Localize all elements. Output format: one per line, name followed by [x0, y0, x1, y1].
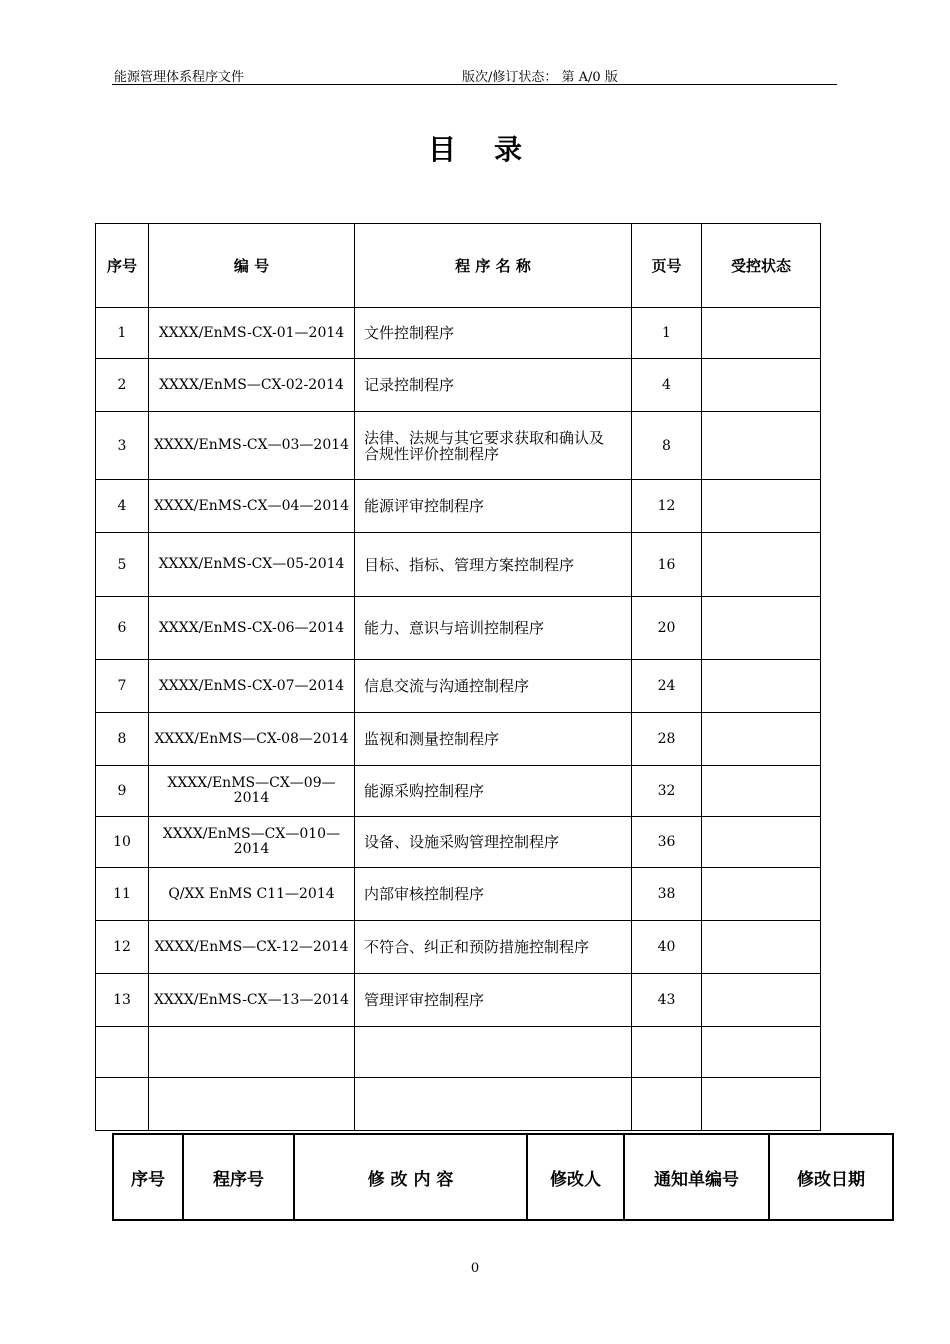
- toc-cell-no: 11: [96, 868, 149, 921]
- header-rule: [112, 84, 837, 85]
- toc-cell-page: 12: [632, 480, 702, 533]
- toc-cell-status: [702, 921, 821, 974]
- page-title: 目录: [427, 133, 560, 166]
- toc-cell-name: 法律、法规与其它要求获取和确认及 合规性评价控制程序: [355, 412, 632, 480]
- toc-cell-name: 目标、指标、管理方案控制程序: [355, 533, 632, 597]
- toc-header-status: 受控状态: [702, 224, 821, 308]
- toc-cell-page: 8: [632, 412, 702, 480]
- toc-row: [96, 533, 821, 597]
- toc-cell-page: [632, 1078, 702, 1131]
- toc-row: [96, 480, 821, 533]
- toc-row: [96, 660, 821, 713]
- toc-cell-name: 监视和测量控制程序: [355, 713, 632, 766]
- toc-cell-page: 40: [632, 921, 702, 974]
- toc-cell-code: XXXX/EnMS-CX-06—2014: [149, 597, 355, 660]
- toc-cell-code: XXXX/EnMS-CX-01—2014: [149, 308, 355, 359]
- toc-cell-page: 20: [632, 597, 702, 660]
- toc-cell-status: [702, 597, 821, 660]
- revision-header-no: 序号: [113, 1134, 183, 1220]
- toc-cell-no: 3: [96, 412, 149, 480]
- toc-cell-code: XXXX/EnMS—CX-12—2014: [149, 921, 355, 974]
- toc-cell-page: 43: [632, 974, 702, 1027]
- toc-cell-page: 38: [632, 868, 702, 921]
- revision-header-content: 修 改 内 容: [294, 1134, 527, 1220]
- toc-cell-name: 内部审核控制程序: [355, 868, 632, 921]
- toc-cell-code: XXXX/EnMS-CX—04—2014: [149, 480, 355, 533]
- toc-cell-status: [702, 1027, 821, 1078]
- revision-header-date: 修改日期: [769, 1134, 893, 1220]
- toc-cell-code: [149, 1027, 355, 1078]
- toc-cell-name: 信息交流与沟通控制程序: [355, 660, 632, 713]
- toc-cell-page: 28: [632, 713, 702, 766]
- toc-cell-code: XXXX/EnMS—CX—010— 2014: [149, 817, 355, 868]
- toc-row: [96, 359, 821, 412]
- toc-cell-status: [702, 660, 821, 713]
- toc-cell-name: 能源评审控制程序: [355, 480, 632, 533]
- toc-cell-no: 7: [96, 660, 149, 713]
- toc-cell-no: 1: [96, 308, 149, 359]
- toc-cell-no: 13: [96, 974, 149, 1027]
- toc-cell-page: [632, 1027, 702, 1078]
- revision-header-modifier: 修改人: [527, 1134, 624, 1220]
- toc-cell-code: XXXX/EnMS-CX-07—2014: [149, 660, 355, 713]
- page-number: 0: [470, 1261, 480, 1276]
- toc-cell-name: [355, 1078, 632, 1131]
- toc-cell-page: 4: [632, 359, 702, 412]
- toc-row: [96, 713, 821, 766]
- toc-header-no: 序号: [96, 224, 149, 308]
- toc-cell-code: Q/XX EnMS C11—2014: [149, 868, 355, 921]
- toc-cell-no: 4: [96, 480, 149, 533]
- toc-row: [96, 766, 821, 817]
- toc-cell-code: XXXX/EnMS-CX—05-2014: [149, 533, 355, 597]
- toc-row: [96, 921, 821, 974]
- toc-cell-page: 16: [632, 533, 702, 597]
- toc-cell-name: 记录控制程序: [355, 359, 632, 412]
- toc-cell-page: 1: [632, 308, 702, 359]
- header-revision-status: 版次/修订状态： 第 A/0 版: [462, 70, 618, 85]
- toc-cell-code: XXXX/EnMS—CX-02-2014: [149, 359, 355, 412]
- toc-cell-code: XXXX/EnMS—CX—09— 2014: [149, 766, 355, 817]
- revision-header-procedure-no: 程序号: [183, 1134, 294, 1220]
- toc-row: [96, 412, 821, 480]
- toc-cell-name: [355, 1027, 632, 1078]
- revision-table: [112, 1133, 894, 1221]
- toc-row: [96, 974, 821, 1027]
- toc-cell-code: [149, 1078, 355, 1131]
- toc-cell-status: [702, 480, 821, 533]
- toc-cell-no: 6: [96, 597, 149, 660]
- toc-cell-no: [96, 1027, 149, 1078]
- toc-row: [96, 817, 821, 868]
- toc-cell-no: 12: [96, 921, 149, 974]
- toc-cell-name: 能力、意识与培训控制程序: [355, 597, 632, 660]
- toc-cell-no: 9: [96, 766, 149, 817]
- toc-header-code: 编 号: [149, 224, 355, 308]
- toc-cell-no: [96, 1078, 149, 1131]
- toc-cell-name: 能源采购控制程序: [355, 766, 632, 817]
- toc-table: [95, 223, 821, 1131]
- toc-cell-status: [702, 713, 821, 766]
- header-doc-type: 能源管理体系程序文件: [114, 70, 245, 85]
- toc-row: [96, 1027, 821, 1078]
- toc-cell-status: [702, 1078, 821, 1131]
- toc-cell-code: XXXX/EnMS-CX—13—2014: [149, 974, 355, 1027]
- toc-cell-name: 设备、设施采购管理控制程序: [355, 817, 632, 868]
- toc-cell-code: XXXX/EnMS—CX-08—2014: [149, 713, 355, 766]
- toc-cell-page: 24: [632, 660, 702, 713]
- toc-cell-name: 文件控制程序: [355, 308, 632, 359]
- toc-cell-status: [702, 974, 821, 1027]
- toc-row: [96, 868, 821, 921]
- toc-cell-no: 2: [96, 359, 149, 412]
- toc-cell-page: 32: [632, 766, 702, 817]
- toc-cell-name: 不符合、纠正和预防措施控制程序: [355, 921, 632, 974]
- toc-cell-name: 管理评审控制程序: [355, 974, 632, 1027]
- toc-cell-no: 5: [96, 533, 149, 597]
- toc-cell-status: [702, 868, 821, 921]
- toc-header-name: 程 序 名 称: [355, 224, 632, 308]
- toc-cell-page: 36: [632, 817, 702, 868]
- toc-row: [96, 308, 821, 359]
- toc-cell-code: XXXX/EnMS-CX—03—2014: [149, 412, 355, 480]
- toc-header-row: [96, 224, 821, 308]
- toc-cell-status: [702, 533, 821, 597]
- toc-cell-status: [702, 308, 821, 359]
- toc-cell-status: [702, 817, 821, 868]
- toc-cell-no: 8: [96, 713, 149, 766]
- toc-cell-no: 10: [96, 817, 149, 868]
- toc-header-page: 页号: [632, 224, 702, 308]
- toc-row: [96, 1078, 821, 1131]
- toc-cell-status: [702, 766, 821, 817]
- toc-cell-status: [702, 412, 821, 480]
- toc-cell-status: [702, 359, 821, 412]
- revision-header-row: [113, 1134, 893, 1220]
- revision-header-notice-no: 通知单编号: [624, 1134, 769, 1220]
- toc-row: [96, 597, 821, 660]
